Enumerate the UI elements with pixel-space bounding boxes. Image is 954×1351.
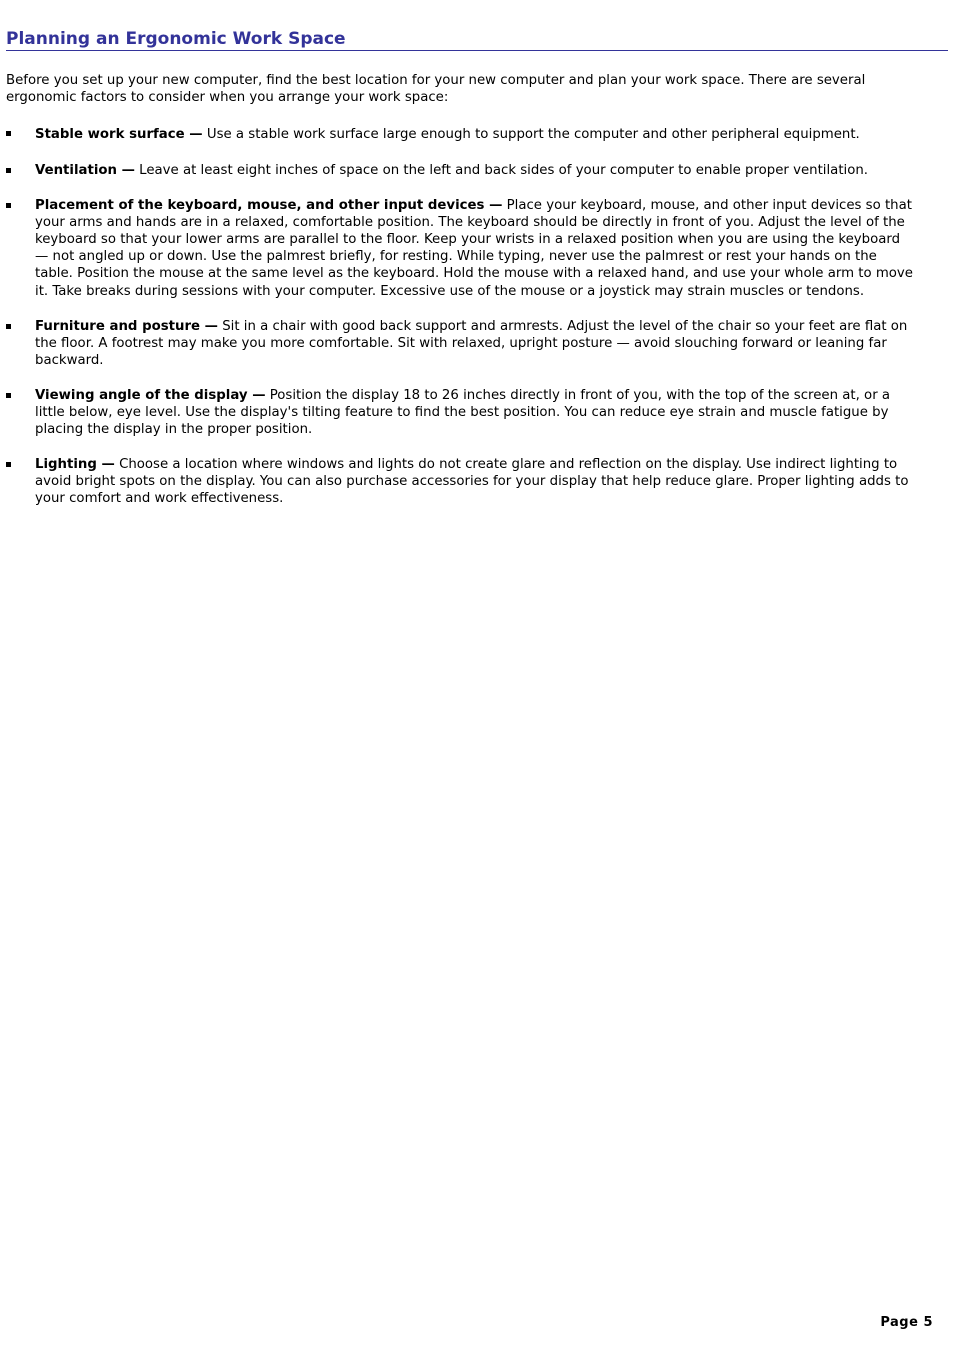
list-item-text [35,163,868,178]
list-item-body: Use a stable work surface large enough to support the computer and other peripheral equipment. [202,127,860,142]
list-item-body: Sit in a chair with good back support and armrests. Adjust the level of the chair so your feet are flat on the floor. A footrest may make you more comfortable. Sit with relaxed, upright posture — avoid slouching forward or leaning far backward. [35,318,908,368]
list-item-text [35,198,913,298]
square-bullet-icon [6,462,11,467]
list-item-body: Place your keyboard, mouse, and other input devices so that your arms and hands are in a relaxed, comfortable position. The keyboard should be directly in front of you. Adjust the level of the keyboard so that your lower arms are parallel to the floor. Keep your wrists in a relaxed position when you are using the keyboard — not angled up or down. Use the palmrest briefly, for resting. While typing, never use the palmrest or rest your hands on the table. Position the mouse at the same level as the keyboard. Hold the mouse with a relaxed hand, and use your whole arm to move it. Take breaks during sessions with your computer. Excessive use of the mouse or a joystick may strain muscles or tendons. [35,198,913,299]
list-item-ventilation [6,162,917,179]
list-item-body: Leave at least eight inches of space on the left and back sides of your computer to enable proper ventilation. [134,163,869,178]
list-item-body: Position the display 18 to 26 inches directly in front of you, with the top of the screen at, or a little below, eye level. Use the display's tilting feature to find the best position. You can reduce eye strain and muscle fatigue by placing the display in the proper position. [35,387,891,438]
square-bullet-icon [6,324,11,329]
list-item-text [35,319,907,368]
list-item-lighting [6,456,917,507]
list-item-input-devices [6,197,917,300]
intro-paragraph: Before you set up your new computer, find the best location for your new computer and plan your work space. There are several ergonomic factors to consider when you arrange your work space: [6,73,866,105]
list-item-heading: Ventilation — [35,163,135,178]
ergonomic-factor-list [6,125,948,508]
list-item-heading: Stable work surface — [35,127,203,142]
list-item-text [35,388,890,437]
list-item-furniture-posture [6,318,917,369]
list-item-heading: Viewing angle of the display — [35,387,266,403]
square-bullet-icon [6,168,11,173]
page-number: Page 5 [880,1315,933,1330]
square-bullet-icon [6,131,11,136]
list-item-text [35,457,909,506]
square-bullet-icon [6,393,11,398]
list-item-heading: Placement of the keyboard, mouse, and other input devices — [35,198,503,214]
list-item-heading: Lighting — [35,457,115,473]
list-item-body: Choose a location where windows and lights do not create glare and reflection on the display. Use indirect lighting to avoid bright spots on the display. You can also purchase accessories for your display that help reduce glare. Proper lighting adds to your comfort and work effectiveness. [35,457,909,507]
list-item-viewing-angle [6,387,917,438]
page-title: Planning an Ergonomic Work Space [6,0,948,51]
document-page [6,0,948,526]
square-bullet-icon [6,203,11,208]
list-item-stable-work-surface [6,125,917,144]
list-item-heading: Furniture and posture — [35,318,218,334]
list-item-text [35,127,860,142]
